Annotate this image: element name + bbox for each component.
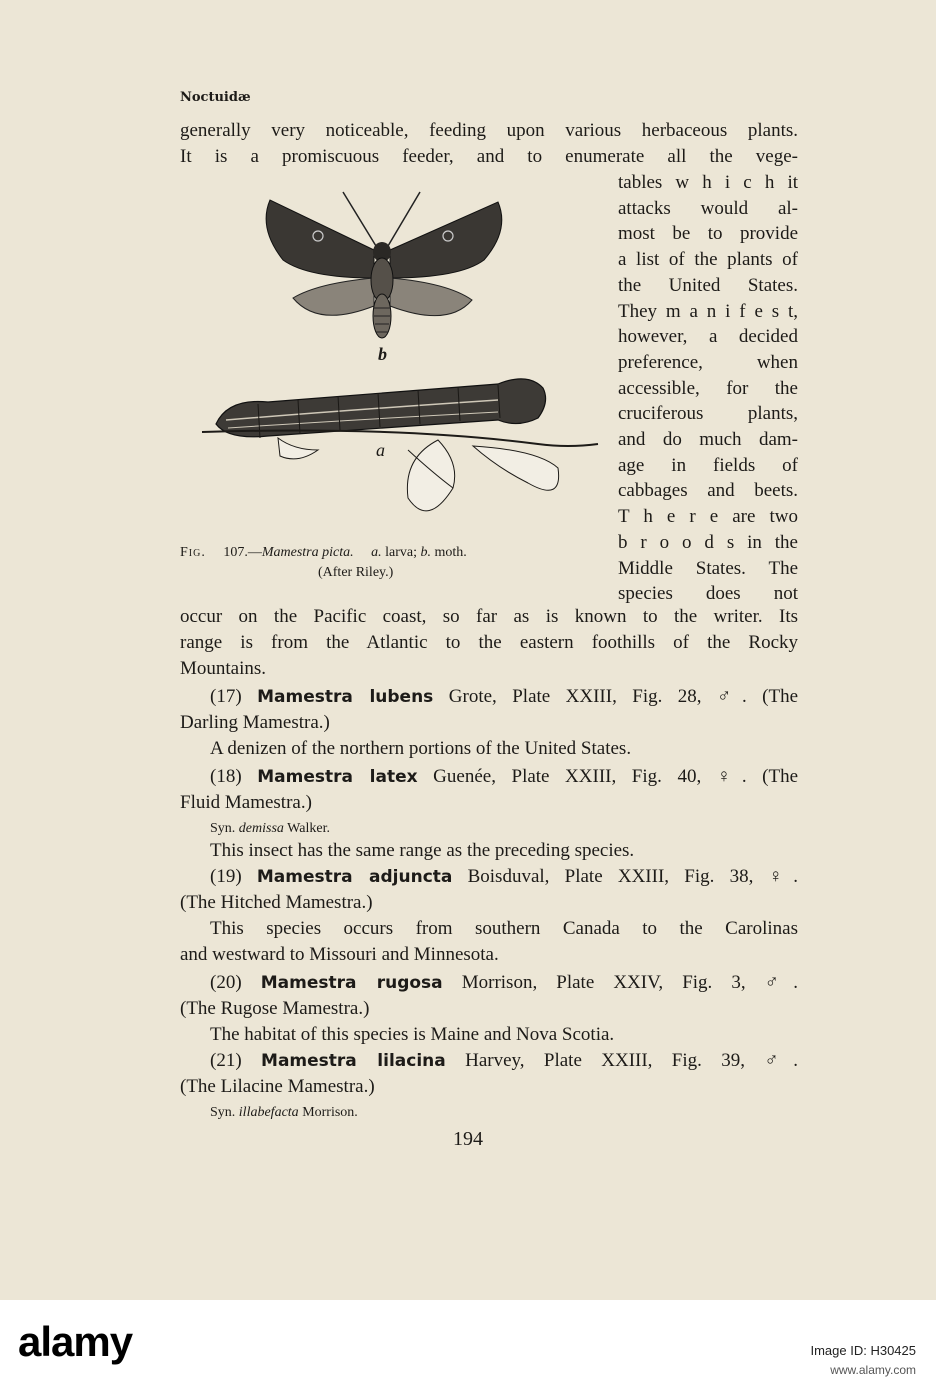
entry-20-heading: (20) Mamestra rugosa Morrison, Plate XXIV, Fig. 3, ♂. <box>210 972 799 993</box>
entry-21-heading: (21) Mamestra lilacina Harvey, Plate XXIII, Fig. 39, ♂. <box>210 1050 798 1071</box>
intro-line-2: It is a promiscuous feeder, and to enumerate all the vege- <box>180 146 798 167</box>
image-id: Image ID: H30425 <box>810 1343 916 1358</box>
watermark-strip <box>0 1300 936 1390</box>
entry-18-heading: (18) Mamestra latex Guenée, Plate XXIII, Fig. 40, ♀. (The <box>210 766 799 787</box>
after-line-3: Mountains. <box>180 658 267 679</box>
wrap-line: T h e r e are two <box>618 506 798 528</box>
entry-19-body-1: This species occurs from southern Canada to the Carolinas <box>210 918 798 939</box>
moth-illustration <box>266 192 502 338</box>
wrap-line: age in fields of <box>618 454 798 476</box>
entry-20-body: The habitat of this species is Maine and Nova Scotia. <box>210 1024 615 1045</box>
entry-21-synonym: Syn. illabefacta Morrison. <box>210 1105 358 1120</box>
leaf-branch <box>202 431 598 511</box>
after-line-1: occur on the Pacific coast, so far as is known to the writer. Its <box>180 606 798 627</box>
wrap-line: species does not <box>618 583 798 605</box>
wrap-line: and do much dam- <box>618 429 798 450</box>
figure-credit: (After Riley.) <box>318 565 394 580</box>
entry-18-common: Fluid Mamestra.) <box>180 792 312 813</box>
wrap-line: cabbages and beets. <box>618 480 798 502</box>
wrap-line: tables w h i c h it <box>618 172 798 193</box>
entry-18-synonym: Syn. demissa Walker. <box>210 821 330 836</box>
entry-20-common: (The Rugose Mamestra.) <box>180 998 370 1019</box>
alamy-logo: alamy <box>18 1318 133 1365</box>
wrap-line: Middle States. The <box>618 557 798 579</box>
wrap-line: accessible, for the <box>618 377 798 399</box>
wrap-line: b r o o d s in the <box>618 531 798 553</box>
watermark-url: www.alamy.com <box>830 1363 916 1377</box>
wrap-line: most be to provide <box>618 223 798 245</box>
wrap-line: however, a decided <box>618 326 798 348</box>
entry-19-body-2: and westward to Missouri and Minnesota. <box>180 944 499 965</box>
entry-17-heading: (17) Mamestra lubens Grote, Plate XXIII, Fig. 28, ♂. (The <box>210 686 799 707</box>
figure-moth-larva <box>198 188 603 540</box>
entry-18-body: This insect has the same range as the preceding species. <box>210 840 635 861</box>
wrap-line: They m a n i f e s t, <box>618 300 798 322</box>
entry-21-common: (The Lilacine Mamestra.) <box>180 1076 375 1097</box>
larva-illustration <box>216 379 546 438</box>
page-number: 194 <box>453 1128 483 1150</box>
entry-17-common: Darling Mamestra.) <box>180 712 330 733</box>
wrap-line: attacks would al- <box>618 197 798 219</box>
moth-label: b <box>378 344 387 364</box>
larva-label: a <box>376 440 385 460</box>
figure-caption: Fig. 107.—Mamestra picta. a. larva; b. moth. <box>180 545 467 560</box>
wrap-line: cruciferous plants, <box>618 403 798 425</box>
entry-19-heading: (19) Mamestra adjuncta Boisduval, Plate XXIII, Fig. 38, ♀. <box>210 866 799 887</box>
entry-17-body: A denizen of the northern portions of the United States. <box>210 738 632 759</box>
wrap-line: a list of the plants of <box>618 249 798 271</box>
after-line-2: range is from the Atlantic to the eastern foothills of the Rocky <box>180 632 798 653</box>
wrap-line: preference, when <box>618 351 798 373</box>
wrap-line: the United States. <box>618 274 798 296</box>
intro-line-1: generally very noticeable, feeding upon various herbaceous plants. <box>180 120 798 141</box>
running-header: Noctuidæ <box>180 90 251 105</box>
entry-19-common: (The Hitched Mamestra.) <box>180 892 373 913</box>
